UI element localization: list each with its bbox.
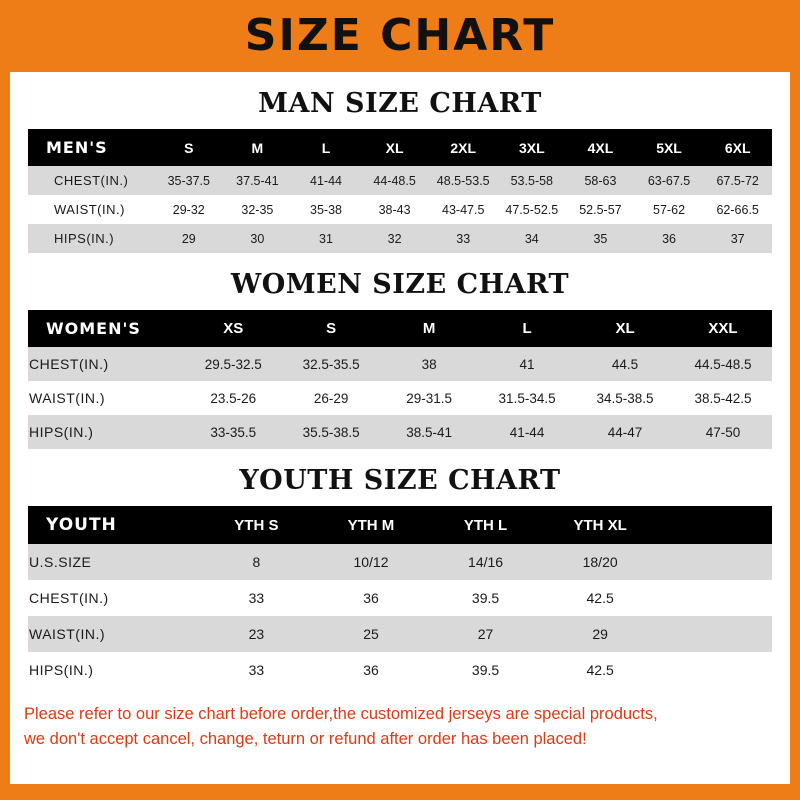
column-header: 2XL — [450, 139, 477, 156]
column-header: XL — [385, 139, 404, 156]
table-cell: 38.5-41 — [380, 415, 478, 449]
table-cell: 41-44 — [292, 166, 361, 195]
column-header: XL — [615, 320, 635, 337]
table-cell: 47-50 — [674, 415, 772, 449]
table-cell: 36 — [314, 652, 429, 688]
table-women-size — [28, 310, 772, 449]
table-cell: 36 — [635, 224, 704, 253]
column-header: M — [422, 320, 436, 337]
page-title: SIZE CHART — [244, 10, 556, 61]
table-cell: 29 — [543, 616, 658, 652]
table-cell: 67.5-72 — [703, 166, 772, 195]
table-row — [28, 347, 772, 381]
table-cell: 57-62 — [635, 195, 704, 224]
table-head — [28, 129, 772, 166]
table-cell: 18/20 — [543, 544, 658, 580]
section-title-youth: YOUTH SIZE CHART — [239, 465, 561, 496]
table-body — [28, 166, 772, 253]
table-header-row — [28, 129, 772, 166]
table-cell: 36 — [314, 580, 429, 616]
column-header: L — [522, 320, 532, 337]
column-header: 4XL — [587, 139, 614, 156]
column-header: YTH S — [234, 516, 279, 534]
table-row — [28, 415, 772, 449]
table-cell: 58-63 — [566, 166, 635, 195]
table-cell: 44.5-48.5 — [674, 347, 772, 381]
table-row — [28, 381, 772, 415]
table-row — [28, 195, 772, 224]
row-header: HIPS(IN.) — [28, 652, 199, 688]
table-cell: 42.5 — [543, 580, 658, 616]
table-cell: 31.5-34.5 — [478, 381, 576, 415]
table-cell: 38 — [380, 347, 478, 381]
table-cell: 62-66.5 — [703, 195, 772, 224]
table-cell: 47.5-52.5 — [498, 195, 567, 224]
table-cell: 32-35 — [223, 195, 292, 224]
table-row — [28, 616, 772, 652]
table-cell: 8 — [199, 544, 314, 580]
column-header: S — [326, 320, 337, 337]
table-cell: 33-35.5 — [184, 415, 282, 449]
footnote-line-1: Please refer to our size chart before order,the customized jerseys are special products, — [24, 705, 658, 723]
table-cell: 27 — [428, 616, 543, 652]
table-cell: 48.5-53.5 — [429, 166, 498, 195]
table-cell: 44-48.5 — [360, 166, 429, 195]
table-cell: 32 — [360, 224, 429, 253]
table-head — [28, 506, 772, 544]
table-cell: 14/16 — [428, 544, 543, 580]
table-cell: 35.5-38.5 — [282, 415, 380, 449]
table-header-row — [28, 506, 772, 544]
table-body — [28, 347, 772, 449]
table-cell: 33 — [199, 652, 314, 688]
table-row — [28, 166, 772, 195]
table-header-row — [28, 310, 772, 347]
table-cell: 29-32 — [154, 195, 223, 224]
bottom-accent-bar — [0, 784, 800, 800]
column-header: YTH L — [463, 516, 508, 534]
table-cell: 35-38 — [292, 195, 361, 224]
table-cell: 37 — [703, 224, 772, 253]
column-header: XXL — [708, 320, 738, 337]
table-cell: 35-37.5 — [154, 166, 223, 195]
table-head — [28, 310, 772, 347]
table-cell: 52.5-57 — [566, 195, 635, 224]
table-cell: 29 — [154, 224, 223, 253]
table-cell: 33 — [199, 580, 314, 616]
table-row — [28, 224, 772, 253]
column-header: YTH XL — [573, 516, 627, 534]
row-header: WAIST(IN.) — [28, 616, 199, 652]
column-header: MEN'S — [46, 138, 108, 157]
table-cell: 38.5-42.5 — [674, 381, 772, 415]
table-cell — [657, 652, 772, 688]
page-banner — [0, 0, 800, 72]
row-header: HIPS(IN.) — [28, 224, 154, 253]
table-cell: 10/12 — [314, 544, 429, 580]
row-header: CHEST(IN.) — [28, 347, 184, 381]
table-cell: 44-47 — [576, 415, 674, 449]
table-cell: 44.5 — [576, 347, 674, 381]
row-header: WAIST(IN.) — [28, 195, 154, 224]
row-header: CHEST(IN.) — [28, 166, 154, 195]
table-cell: 29.5-32.5 — [184, 347, 282, 381]
table-cell: 26-29 — [282, 381, 380, 415]
table-cell: 43-47.5 — [429, 195, 498, 224]
table-cell: 63-67.5 — [635, 166, 704, 195]
section-youth — [10, 465, 790, 688]
table-cell: 41-44 — [478, 415, 576, 449]
table-cell — [657, 544, 772, 580]
row-header: U.S.SIZE — [28, 544, 199, 580]
table-cell: 30 — [223, 224, 292, 253]
footnote — [10, 688, 790, 752]
table-cell: 34.5-38.5 — [576, 381, 674, 415]
table-cell: 31 — [292, 224, 361, 253]
table-cell: 37.5-41 — [223, 166, 292, 195]
table-cell: 42.5 — [543, 652, 658, 688]
column-header: 3XL — [518, 139, 545, 156]
table-cell: 41 — [478, 347, 576, 381]
column-header: WOMEN'S — [46, 319, 141, 338]
section-title-women: WOMEN SIZE CHART — [230, 269, 570, 300]
table-row — [28, 544, 772, 580]
row-header: WAIST(IN.) — [28, 381, 184, 415]
table-cell: 39.5 — [428, 580, 543, 616]
column-header: 6XL — [724, 139, 751, 156]
row-header: HIPS(IN.) — [28, 415, 184, 449]
table-cell: 35 — [566, 224, 635, 253]
section-women — [10, 269, 790, 449]
table-cell — [657, 616, 772, 652]
section-title-man: MAN SIZE CHART — [258, 88, 542, 119]
table-body — [28, 544, 772, 688]
section-man — [10, 88, 790, 253]
table-youth-size — [28, 506, 772, 688]
table-cell — [657, 580, 772, 616]
table-cell: 23 — [199, 616, 314, 652]
table-cell: 38-43 — [360, 195, 429, 224]
table-cell: 29-31.5 — [380, 381, 478, 415]
table-cell: 39.5 — [428, 652, 543, 688]
column-header: S — [184, 139, 194, 156]
column-header: 5XL — [656, 139, 682, 156]
table-cell: 53.5-58 — [498, 166, 567, 195]
footnote-line-2: we don't accept cancel, change, teturn or refund after order has been placed! — [24, 729, 587, 748]
table-cell: 33 — [429, 224, 498, 253]
table-row — [28, 652, 772, 688]
table-cell: 34 — [498, 224, 567, 253]
table-cell: 25 — [314, 616, 429, 652]
table-cell: 23.5-26 — [184, 381, 282, 415]
column-header: YTH M — [347, 516, 395, 534]
table-cell: 32.5-35.5 — [282, 347, 380, 381]
table-row — [28, 580, 772, 616]
column-header: M — [251, 139, 264, 156]
column-header — [657, 506, 772, 544]
row-header: CHEST(IN.) — [28, 580, 199, 616]
column-header: L — [321, 139, 331, 156]
column-header: YOUTH — [46, 515, 117, 535]
column-header: XS — [223, 320, 244, 337]
table-man-size — [28, 129, 772, 253]
